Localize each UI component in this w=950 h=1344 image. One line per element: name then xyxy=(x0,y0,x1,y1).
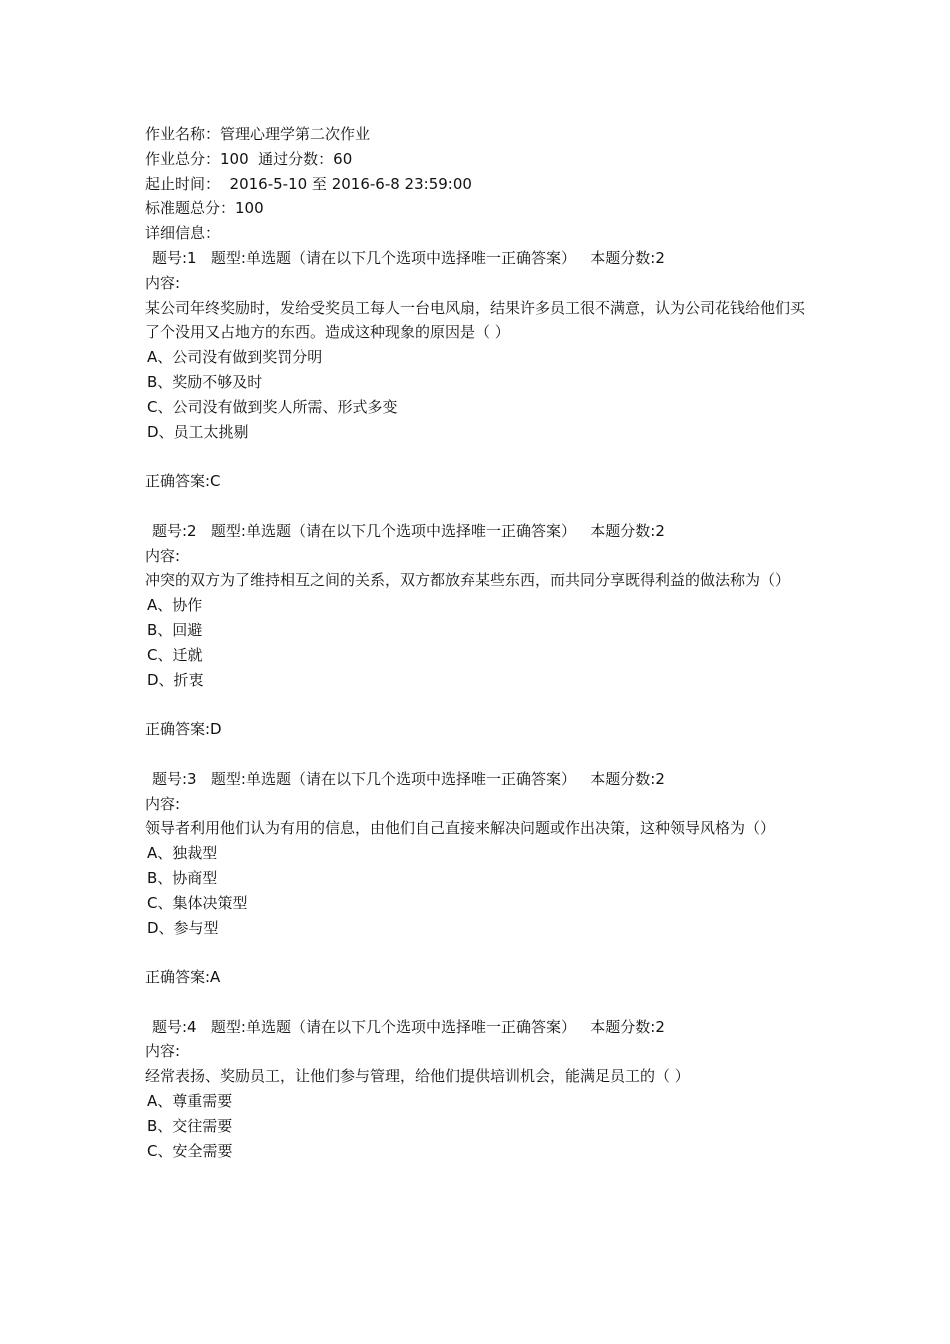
option-c: C、集体决策型 xyxy=(147,893,248,912)
question-header: 题号:2 题型:单选题（请在以下几个选项中选择唯一正确答案） 本题分数:2 xyxy=(152,521,665,540)
content-label: 内容: xyxy=(145,1042,181,1061)
option-c: C、迁就 xyxy=(147,645,203,664)
question-content: 某公司年终奖励时，发给受奖员工每人一台电风扇，结果许多员工很不满意，认为公司花钱给他们买了个没用又占地方的东西。造成这种现象的原因是（ ） xyxy=(145,298,806,342)
question-header: 题号:1 题型:单选题（请在以下几个选项中选择唯一正确答案） 本题分数:2 xyxy=(152,248,665,267)
standard-score: 标准题总分：100 xyxy=(145,199,264,218)
document-page xyxy=(145,122,815,1163)
question-header: 题号:4 题型:单选题（请在以下几个选项中选择唯一正确答案） 本题分数:2 xyxy=(152,1017,665,1036)
assignment-name: 作业名称：管理心理学第二次作业 xyxy=(145,125,371,143)
question-content: 经常表扬、奖励员工，让他们参与管理，给他们提供培训机会，能满足员工的（ ） xyxy=(145,1067,690,1086)
option-c: C、安全需要 xyxy=(147,1141,233,1160)
option-b: B、奖励不够及时 xyxy=(147,372,263,391)
option-a: A、协作 xyxy=(147,596,203,615)
question-block xyxy=(145,519,815,767)
content-label: 内容: xyxy=(145,794,181,813)
option-a: A、公司没有做到奖罚分明 xyxy=(147,348,323,367)
question-content: 冲突的双方为了维持相互之间的关系，双方都放弃某些东西，而共同分享既得利益的做法称为（） xyxy=(145,571,791,590)
correct-answer: 正确答案:A xyxy=(145,968,221,987)
spacer xyxy=(145,940,815,965)
spacer xyxy=(145,742,815,767)
option-d: D、参与型 xyxy=(147,918,219,937)
correct-answer: 正确答案:C xyxy=(145,472,221,491)
question-block xyxy=(145,1015,815,1164)
question-content: 领导者利用他们认为有用的信息，由他们自己直接来解决问题或作出决策，这种领导风格为（） xyxy=(145,819,776,838)
spacer xyxy=(145,990,815,1015)
option-a: A、尊重需要 xyxy=(147,1092,233,1111)
option-d: D、折衷 xyxy=(147,670,204,689)
option-b: B、回避 xyxy=(147,620,203,639)
assignment-score: 作业总分：100 通过分数：60 xyxy=(145,149,353,168)
spacer xyxy=(145,494,815,519)
option-a: A、独裁型 xyxy=(147,844,218,863)
option-c: C、公司没有做到奖人所需、形式多变 xyxy=(147,397,398,416)
detail-label: 详细信息： xyxy=(145,224,221,243)
spacer xyxy=(145,444,815,469)
spacer xyxy=(145,692,815,717)
assignment-time: 起止时间： 2016-5-10 至 2016-6-8 23:59:00 xyxy=(145,174,472,193)
option-b: B、协商型 xyxy=(147,868,218,887)
correct-answer: 正确答案:D xyxy=(145,720,222,739)
question-block xyxy=(145,767,815,1015)
question-block xyxy=(145,246,815,519)
content-label: 内容: xyxy=(145,273,181,292)
content-label: 内容: xyxy=(145,546,181,565)
option-b: B、交往需要 xyxy=(147,1116,233,1135)
question-header: 题号:3 题型:单选题（请在以下几个选项中选择唯一正确答案） 本题分数:2 xyxy=(152,769,665,788)
option-d: D、员工太挑剔 xyxy=(147,422,249,441)
